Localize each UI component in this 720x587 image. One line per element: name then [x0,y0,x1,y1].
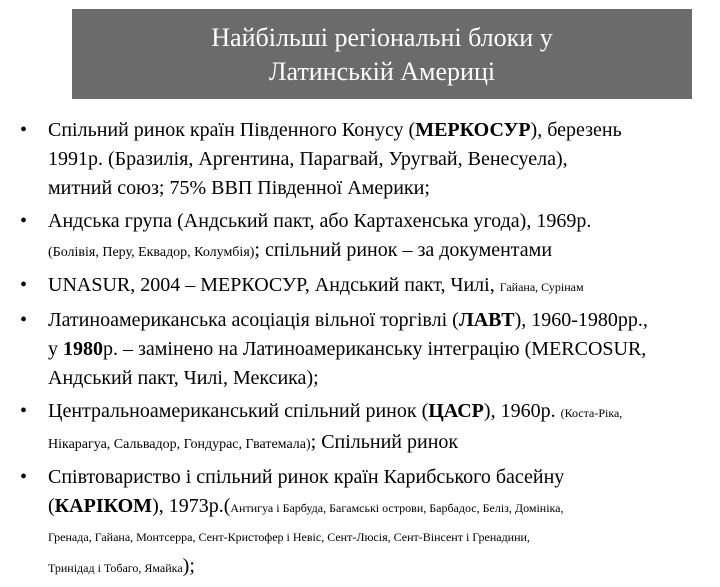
bullet-dot: • [20,210,28,232]
casr-name: ЦАСР [428,400,484,422]
title-line-1: Найбільші регіональні блоки у [211,23,553,52]
bullet-lavt: • Латиноамериканська асоціація вільної торгівлі (ЛАВТ), 1960-1980рр., у 1980р. – замінено на Латиноамериканську інтеграцію (MERCOSUR, Андський пакт, Чилі, Мексика); [0,306,720,393]
mercosur-name: МЕРКОСУР [415,119,531,141]
bullet-unasur: • UNASUR, 2004 – МЕРКОСУР, Андський пакт, Чилі, Гайана, Сурінам [0,271,720,302]
slide-title [72,9,692,99]
bullet-dot: • [20,466,28,488]
lavt-name: ЛАВТ [458,309,515,331]
bullet-mercosur: • Спільний ринок країн Південного Конусу (МЕРКОСУР), березень 1991р. (Бразилія, Аргентина, Парагвай, Уругвай, Венесуела), митний союз; 75% ВВП Південної Америки; [0,116,720,203]
bullet-dot: • [20,119,28,141]
bullet-dot: • [20,274,28,296]
bullet-caricom: • Співтовариство і спільний ринок країн Карибського басейну (КАРІКОМ), 1973р.(Антигуа і Барбуда, Багамські острови, Барбадос, Беліз, Домініка, Гренада, Гайана, Монтсерра, Сент-Кристофер і Невіс, Сент-Люсія, Сент-Вінсент і Гренадини, Тринідад і Тобаго, Ямайка); [0,463,720,583]
bullet-casr: • Центральноамериканський спільний ринок (ЦАСР), 1960р. (Коста-Ріка, Нікарагуа, Сальвадор, Гондурас, Гватемала); Спільний ринок [0,397,720,459]
bullet-dot: • [20,400,28,422]
bullet-list [0,116,720,587]
caricom-name: КАРІКОМ [54,495,153,517]
bullet-andean-group: • Андська група (Андський пакт, або Картахенська угода), 1969р. (Болівія, Перу, Еквадор, Колумбія); спільний ринок – за документами [0,207,720,267]
title-line-2: Латинській Америці [268,57,496,86]
bullet-dot: • [20,309,28,331]
